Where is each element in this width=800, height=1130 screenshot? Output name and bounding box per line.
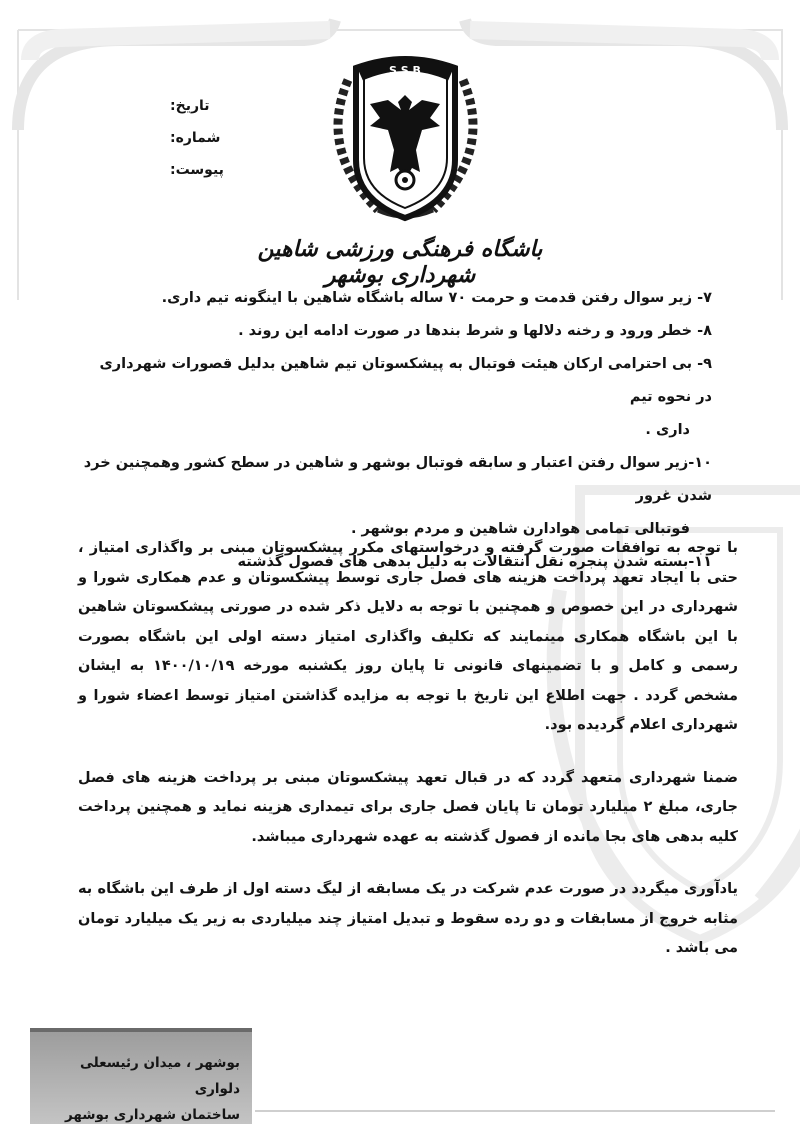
date-label: تاریخ: [170, 98, 210, 114]
list-item-line: ۱۰-زیر سوال رفتن اعتبار و سابقه فوتبال بوشهر و شاهین در سطح کشور وهمچنین خرد شدن غرور [83, 455, 712, 504]
footer-divider [255, 1110, 775, 1112]
list-item-continuation: فوتبالی تمامی هوادارن شاهین و مردم بوشهر . [350, 521, 690, 537]
number-label: شماره: [170, 130, 221, 146]
list-item [82, 348, 712, 447]
list-item-line: ۹- بی احترامی ارکان هیئت فوتبال به پیشکسوتان تیم شاهین بدلیل قصورات شهرداری در نحوه تیم [99, 356, 712, 405]
list-item-line: ۱۱-بسته شدن پنجره نقل انتقالات به دلیل بدهی های فصول گذشته [237, 554, 712, 570]
body-paragraph: با توجه به توافقات صورت گرفته و درخواستهای مکرر پیشکسوتان مبنی بر واگذاری امتیاز ، حتی با ایجاد تعهد پرداخت هزینه های فصل جاری توسط پیشکسوتان و عدم همکاری شورا و شهرداری در این خصوص و همچنین با توجه به دلایل ذکر شده در صورتی پیشکسوتان شاهین با این باشگاه همکاری مینمایند که تکلیف واگذاری امتیاز دسته اولی این باشگاه بصورت رسمی و کامل و با تضمینهای قانونی تا پایان روز یکشنبه مورخه ۱۴۰۰/۱۰/۱۹ به ایشان مشخص گردد . جهت اطلاع این تاریخ با توجه به مزایده گذاشتن امتیاز توسط اعضاء شورا و شهرداری اعلام گردیده بود. [78, 540, 738, 733]
footer-address-line: ساختمان شهرداری بوشهر [64, 1107, 240, 1123]
list-item-continuation: داری . [645, 422, 690, 438]
list-item-line: ۷- زیر سوال رفتن قدمت و حرمت ۷۰ ساله باشگاه شاهین با اینگونه تیم داری. [161, 290, 712, 306]
attachment-label: پیوست: [170, 162, 224, 178]
list-item-line: ۸- خطر ورود و رخنه دلالها و شرط بندها در صورت ادامه این روند . [238, 323, 712, 339]
body-paragraph: یادآوری میگردد در صورت عدم شرکت در یک مسابقه از لیگ دسته اول از طرف این باشگاه به مثابه خروج از مسابقات و دو رده سقوط و تبدیل امتیاز چند میلیاردی به زیر یک میلیارد تومان می باشد . [78, 881, 738, 956]
list-item [82, 447, 712, 546]
body-paragraph: ضمنا شهرداری متعهد گردد که در قبال تعهد پیشکسوتان مبنی بر پرداخت هزینه های فصل جاری، مبلغ ۲ میلیارد تومان تا پایان فصل جاری برای تیمداری هزینه نماید و همچنین پرداخت کلیه بدهی های بجا مانده از فصول گذشته به عهده شهرداری میباشد. [78, 769, 738, 845]
logo-letters: S S B [389, 64, 421, 77]
footer-address [40, 1050, 240, 1128]
club-logo-eagle-icon [318, 40, 493, 230]
letter-meta [170, 90, 240, 186]
footer-address-box [30, 1028, 252, 1124]
letter-body [78, 534, 738, 987]
list-item [82, 315, 712, 348]
club-name: باشگاه فرهنگی ورزشی شاهین شهرداری بوشهر [257, 236, 543, 288]
list-item [82, 282, 712, 315]
footer-address-line: بوشهر ، میدان رئیسعلی دلواری [79, 1055, 240, 1097]
